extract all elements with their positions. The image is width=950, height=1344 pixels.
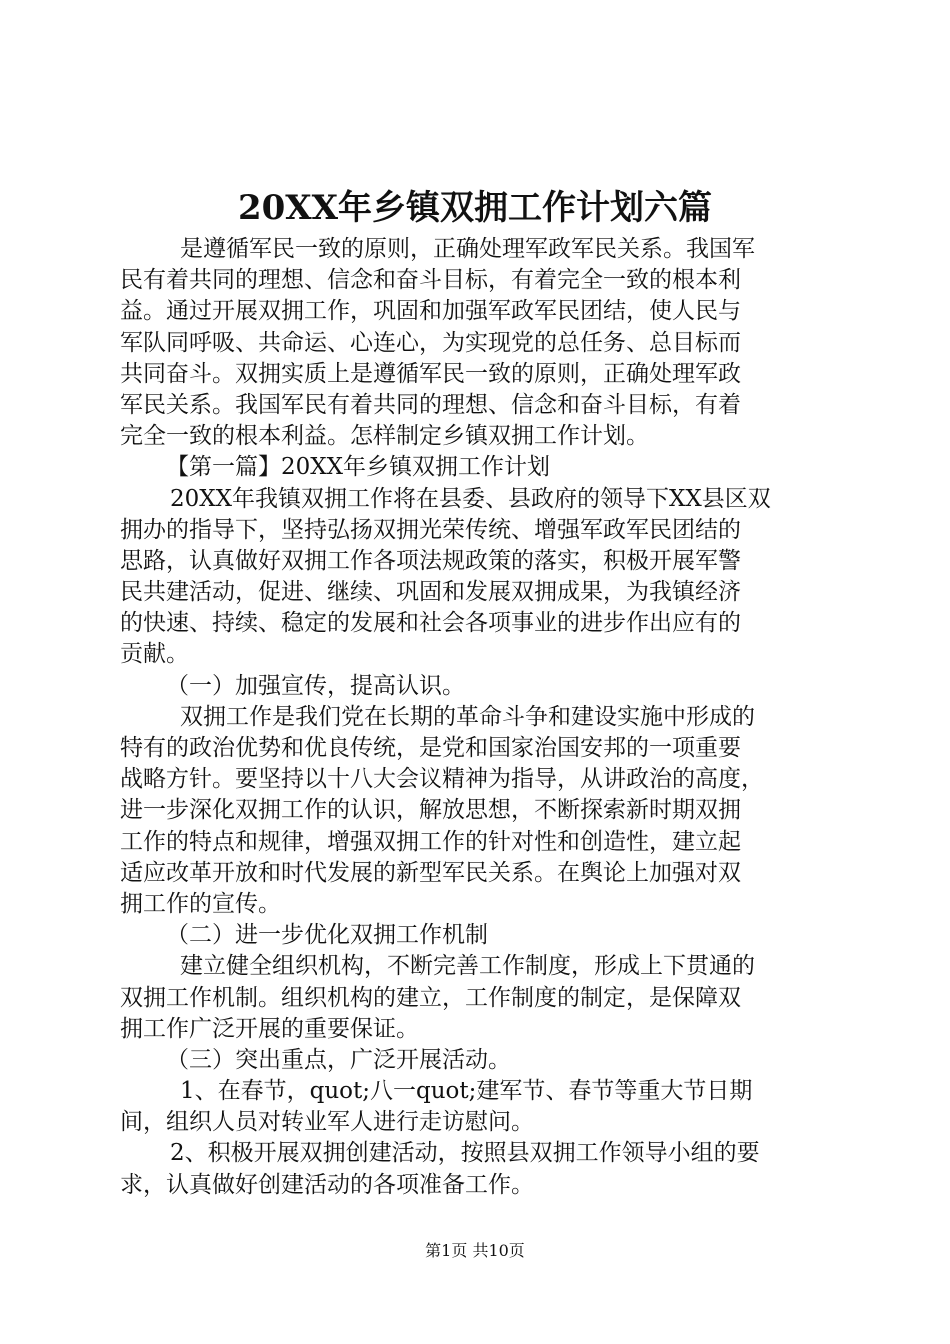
paragraph-line: 军队同呼吸、共命运、心连心，为实现党的总任务、总目标而 — [120, 329, 741, 356]
paragraph-line: 1、在春节，quot;八一quot;建军节、春节等重大节日期 — [180, 1078, 753, 1105]
paragraph-line: 2、积极开展双拥创建活动，按照县双拥工作领导小组的要 — [170, 1140, 760, 1167]
paragraph-line: 进一步深化双拥工作的认识，解放思想，不断探索新时期双拥 — [120, 797, 741, 824]
paragraph-line: 双拥工作机制。组织机构的建立，工作制度的制定，是保障双 — [120, 984, 741, 1011]
document-body — [120, 234, 840, 1201]
paragraph-line: 间，组织人员对转业军人进行走访慰问。 — [120, 1109, 534, 1136]
paragraph-line: 的快速、持续、稳定的发展和社会各项事业的进步作出应有的 — [120, 610, 741, 637]
paragraph-line: 民有着共同的理想、信念和奋斗目标，有着完全一致的根本利 — [120, 267, 741, 294]
paragraph-line: 拥工作的宣传。 — [120, 890, 281, 917]
paragraph-line: 特有的政治优势和优良传统，是党和国家治国安邦的一项重要 — [120, 735, 741, 761]
paragraph-line: 拥办的指导下，坚持弘扬双拥光荣传统、增强军政军民团结的 — [120, 516, 741, 543]
paragraph-line: 建立健全组织机构，不断完善工作制度，形成上下贯通的 — [180, 953, 755, 980]
paragraph-line: 拥工作广泛开展的重要保证。 — [120, 1015, 419, 1042]
paragraph-line: 双拥工作是我们党在长期的革命斗争和建设实施中形成的 — [180, 703, 755, 730]
paragraph-line: 贡献。 — [120, 641, 189, 668]
document-title: 20XX年乡镇双拥工作计划六篇 — [237, 188, 713, 228]
paragraph-line: 战略方针。要坚持以十八大会议精神为指导，从讲政治的高度， — [120, 766, 764, 793]
subsection-heading: （二）进一步优化双拥工作机制 — [166, 922, 488, 949]
paragraph-line: 共同奋斗。双拥实质上是遵循军民一致的原则，正确处理军政 — [120, 360, 741, 387]
paragraph-line: 民共建活动，促进、继续、巩固和发展双拥成果，为我镇经济 — [120, 579, 741, 606]
paragraph-line: 工作的特点和规律，增强双拥工作的针对性和创造性，建立起 — [120, 828, 741, 855]
paragraph-line: 完全一致的根本利益。怎样制定乡镇双拥工作计划。 — [120, 423, 649, 450]
page-footer: 第1页 共10页 — [425, 1241, 525, 1260]
paragraph-line: 适应改革开放和时代发展的新型军民关系。在舆论上加强对双 — [120, 859, 741, 886]
paragraph-line: 20XX年我镇双拥工作将在县委、县政府的领导下XX县区双 — [170, 485, 771, 512]
section-heading: 【第一篇】20XX年乡镇双拥工作计划 — [166, 454, 551, 481]
paragraph-line: 益。通过开展双拥工作，巩固和加强军政军民团结，使人民与 — [120, 298, 741, 325]
paragraph-line: 军民关系。我国军民有着共同的理想、信念和奋斗目标，有着 — [120, 391, 741, 418]
paragraph-line: 求，认真做好创建活动的各项准备工作。 — [120, 1171, 534, 1198]
subsection-heading: （一）加强宣传，提高认识。 — [166, 672, 465, 699]
subsection-heading: （三）突出重点，广泛开展活动。 — [166, 1046, 511, 1073]
paragraph-line: 是遵循军民一致的原则，正确处理军政军民关系。我国军 — [180, 236, 755, 262]
paragraph-line: 思路，认真做好双拥工作各项法规政策的落实，积极开展军警 — [120, 547, 741, 574]
